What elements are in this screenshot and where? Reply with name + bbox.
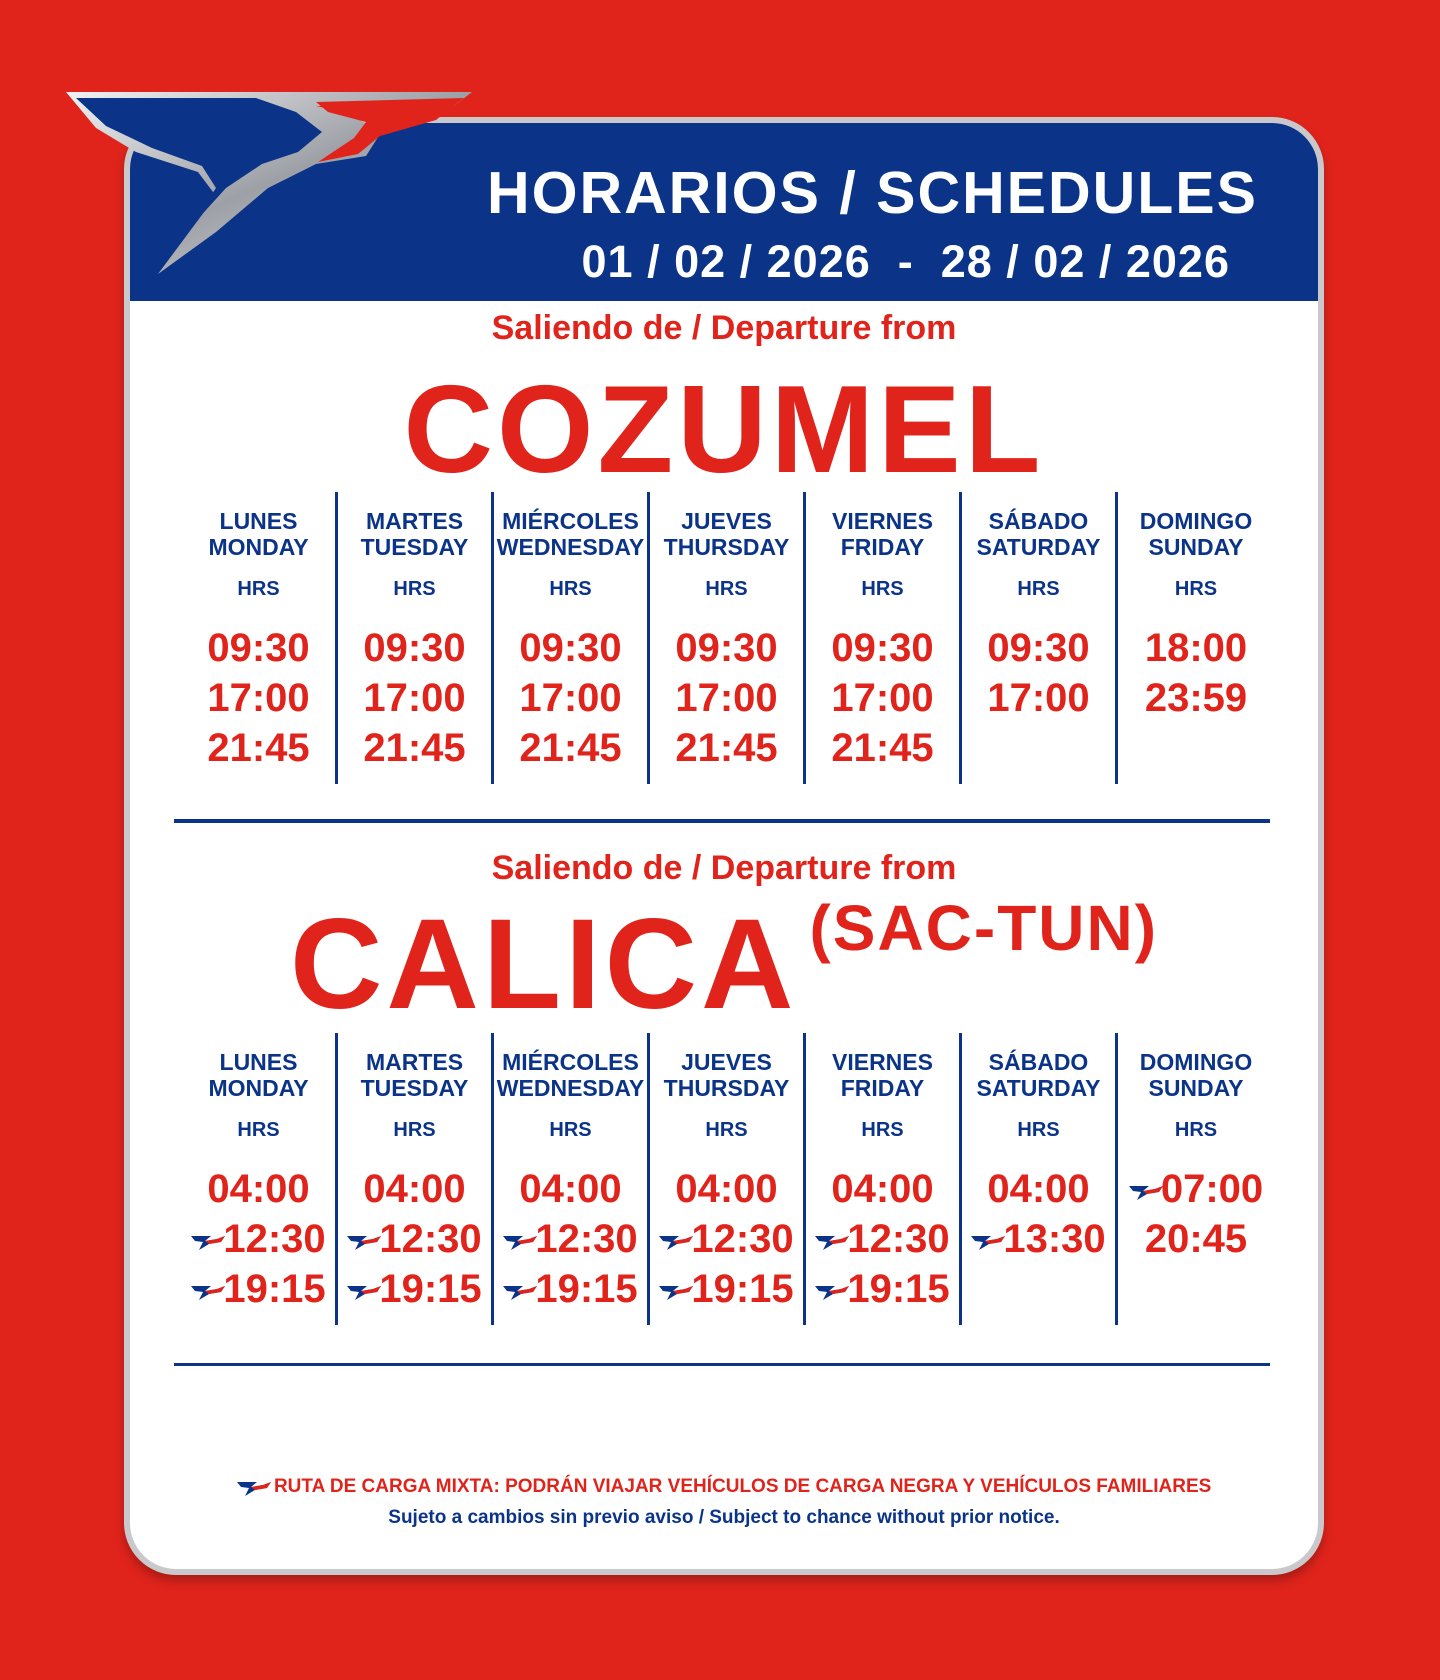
day-name-en: SATURDAY xyxy=(976,1075,1101,1101)
departure-time-value: 09:30 xyxy=(207,626,310,670)
day-name-en: WEDNESDAY xyxy=(496,1075,645,1101)
departure-time xyxy=(806,1214,959,1264)
company-logo xyxy=(66,92,506,292)
departure-time-value: 21:45 xyxy=(519,726,622,770)
day-column xyxy=(650,492,806,784)
departure-times xyxy=(182,623,335,773)
departure-time xyxy=(494,723,647,773)
day-name-en: TUESDAY xyxy=(360,1075,469,1101)
hrs-label: HRS xyxy=(393,578,436,600)
departure-time-value: 19:15 xyxy=(535,1267,638,1311)
departure-times xyxy=(182,1164,335,1314)
day-name-es: MIÉRCOLES xyxy=(502,508,639,534)
day-name xyxy=(806,1033,959,1101)
hrs-label: HRS xyxy=(705,1119,748,1141)
day-name xyxy=(182,1033,335,1101)
page-title: HORARIOS / SCHEDULES xyxy=(486,160,1258,226)
mixed-route-icon xyxy=(815,1232,849,1250)
day-name-es: SÁBADO xyxy=(988,508,1089,534)
departure-time xyxy=(338,723,491,773)
day-name xyxy=(494,1033,647,1101)
day-name xyxy=(494,492,647,560)
day-name xyxy=(650,492,803,560)
day-name-en: THURSDAY xyxy=(663,534,790,560)
day-name-es: JUEVES xyxy=(681,1049,772,1075)
hrs-label: HRS xyxy=(1017,1119,1060,1141)
departure-time xyxy=(338,1214,491,1264)
day-column xyxy=(494,492,650,784)
departure-time xyxy=(806,723,959,773)
departure-times xyxy=(962,623,1115,723)
day-name xyxy=(338,492,491,560)
departure-time-value: 17:00 xyxy=(519,676,622,720)
mixed-route-icon xyxy=(191,1282,225,1300)
departure-time xyxy=(182,1214,335,1264)
departure-times xyxy=(806,1164,959,1314)
departure-time-value: 12:30 xyxy=(379,1217,482,1261)
day-name-en: FRIDAY xyxy=(840,1075,925,1101)
departure-times xyxy=(962,1164,1115,1264)
departure-time xyxy=(182,723,335,773)
mixed-route-icon xyxy=(659,1282,693,1300)
departure-time xyxy=(338,1164,491,1214)
departure-time-value: 09:30 xyxy=(519,626,622,670)
day-column xyxy=(962,492,1118,784)
day-name-es: VIERNES xyxy=(832,508,933,534)
departure-times xyxy=(806,623,959,773)
mixed-route-icon xyxy=(659,1232,693,1250)
day-name xyxy=(338,1033,491,1101)
departure-time-value: 12:30 xyxy=(535,1217,638,1261)
day-column xyxy=(182,492,338,784)
departure-time-value: 12:30 xyxy=(847,1217,950,1261)
day-name xyxy=(182,492,335,560)
departure-times xyxy=(650,623,803,773)
departure-times xyxy=(1118,1164,1274,1264)
calica-city-name: CALICA xyxy=(289,893,798,1036)
departure-time xyxy=(806,1164,959,1214)
departure-time xyxy=(650,1214,803,1264)
calica-departure-label: Saliendo de / Departure from xyxy=(491,849,957,887)
departure-time-value: 21:45 xyxy=(831,726,934,770)
hrs-label: HRS xyxy=(705,578,748,600)
departure-time xyxy=(1118,673,1274,723)
mixed-route-icon xyxy=(815,1282,849,1300)
day-name-es: MARTES xyxy=(365,1049,464,1075)
footer-divider xyxy=(174,1363,1270,1366)
day-name-es: LUNES xyxy=(219,508,298,534)
day-name xyxy=(806,492,959,560)
departure-time-value: 19:15 xyxy=(379,1267,482,1311)
mixed-route-icon xyxy=(971,1232,1005,1250)
day-column xyxy=(182,1033,338,1325)
departure-time xyxy=(650,623,803,673)
day-name xyxy=(962,1033,1115,1101)
departure-time-value: 09:30 xyxy=(987,626,1090,670)
day-name xyxy=(962,492,1115,560)
day-name-es: MARTES xyxy=(365,508,464,534)
hrs-label: HRS xyxy=(861,578,904,600)
departure-time-value: 17:00 xyxy=(363,676,466,720)
cozumel-city-title: COZUMEL xyxy=(403,361,1045,499)
departure-times xyxy=(338,1164,491,1314)
departure-time xyxy=(962,1214,1115,1264)
departure-time-value: 19:15 xyxy=(691,1267,794,1311)
departure-times xyxy=(338,623,491,773)
day-name xyxy=(1118,1033,1274,1101)
departure-time xyxy=(182,1164,335,1214)
day-name-es: VIERNES xyxy=(832,1049,933,1075)
cozumel-departure-label: Saliendo de / Departure from xyxy=(491,309,957,347)
day-column xyxy=(1118,492,1274,784)
departure-time xyxy=(494,673,647,723)
hrs-label: HRS xyxy=(393,1119,436,1141)
departure-time xyxy=(962,1164,1115,1214)
departure-time xyxy=(494,1164,647,1214)
departure-time-value: 04:00 xyxy=(207,1167,310,1211)
mixed-route-icon xyxy=(503,1282,537,1300)
hrs-label: HRS xyxy=(1174,578,1218,600)
departure-time-value: 20:45 xyxy=(1144,1217,1248,1261)
departure-times xyxy=(650,1164,803,1314)
day-name-es: JUEVES xyxy=(681,508,772,534)
date-range: 01 / 02 / 2026 - 28 / 02 / 2026 xyxy=(581,236,1230,287)
mixed-route-icon xyxy=(1129,1182,1163,1200)
departure-time-value: 17:00 xyxy=(831,676,934,720)
departure-times xyxy=(1118,623,1274,723)
mixed-route-icon xyxy=(347,1282,381,1300)
day-name-en: FRIDAY xyxy=(840,534,925,560)
day-name-es: DOMINGO xyxy=(1139,508,1253,534)
schedule-card xyxy=(124,117,1324,1575)
departure-time-value: 07:00 xyxy=(1160,1167,1264,1211)
day-name-en: SUNDAY xyxy=(1148,1075,1244,1101)
hrs-label: HRS xyxy=(549,1119,592,1141)
day-column xyxy=(494,1033,650,1325)
calica-city-title xyxy=(130,891,1318,1038)
day-column xyxy=(962,1033,1118,1325)
departure-time xyxy=(338,1264,491,1314)
departure-time-value: 04:00 xyxy=(363,1167,466,1211)
day-column xyxy=(806,492,962,784)
departure-time-value: 19:15 xyxy=(223,1267,326,1311)
departure-time xyxy=(1118,1164,1274,1214)
departure-time-value: 18:00 xyxy=(1144,626,1248,670)
mixed-route-note xyxy=(130,1476,1318,1498)
day-name-es: DOMINGO xyxy=(1139,1049,1253,1075)
hrs-label: HRS xyxy=(237,578,280,600)
departure-time xyxy=(182,1264,335,1314)
day-name-es: SÁBADO xyxy=(988,1049,1089,1075)
departure-time-value: 04:00 xyxy=(987,1167,1090,1211)
hrs-label: HRS xyxy=(549,578,592,600)
day-column xyxy=(338,492,494,784)
departure-time-value: 21:45 xyxy=(363,726,466,770)
departure-time xyxy=(1118,1214,1274,1264)
day-name-es: MIÉRCOLES xyxy=(502,1049,639,1075)
hrs-label: HRS xyxy=(861,1119,904,1141)
departure-time-value: 09:30 xyxy=(363,626,466,670)
departure-time-value: 12:30 xyxy=(223,1217,326,1261)
departure-time xyxy=(650,673,803,723)
departure-time xyxy=(494,1264,647,1314)
departure-time-value: 04:00 xyxy=(519,1167,622,1211)
departure-time xyxy=(650,723,803,773)
mixed-route-icon xyxy=(237,1478,271,1496)
departure-time-value: 21:45 xyxy=(675,726,778,770)
departure-time xyxy=(806,1264,959,1314)
departure-time xyxy=(962,623,1115,673)
calica-schedule-grid xyxy=(182,1033,1274,1325)
departure-time xyxy=(1118,623,1274,673)
departure-time xyxy=(806,623,959,673)
departure-time-value: 09:30 xyxy=(675,626,778,670)
day-column xyxy=(806,1033,962,1325)
day-name-en: WEDNESDAY xyxy=(496,534,645,560)
day-column xyxy=(338,1033,494,1325)
departure-time xyxy=(650,1264,803,1314)
departure-time xyxy=(494,1214,647,1264)
departure-time-value: 19:15 xyxy=(847,1267,950,1311)
departure-time-value: 21:45 xyxy=(207,726,310,770)
departure-time-value: 13:30 xyxy=(1003,1217,1106,1261)
departure-time-value: 04:00 xyxy=(675,1167,778,1211)
departure-time xyxy=(806,673,959,723)
departure-time-value: 12:30 xyxy=(691,1217,794,1261)
mixed-route-icon xyxy=(503,1232,537,1250)
day-name xyxy=(1118,492,1274,560)
day-column xyxy=(650,1033,806,1325)
departure-time-value: 09:30 xyxy=(831,626,934,670)
departure-time xyxy=(182,623,335,673)
departure-time-value: 17:00 xyxy=(987,676,1090,720)
mixed-route-icon xyxy=(347,1232,381,1250)
departure-time xyxy=(338,623,491,673)
hrs-label: HRS xyxy=(237,1119,280,1141)
day-name-en: MONDAY xyxy=(208,1075,309,1101)
departure-time xyxy=(338,673,491,723)
day-name-en: SUNDAY xyxy=(1148,534,1244,560)
departure-time xyxy=(182,673,335,723)
departure-time xyxy=(494,623,647,673)
day-name xyxy=(650,1033,803,1101)
day-column xyxy=(1118,1033,1274,1325)
departure-times xyxy=(494,1164,647,1314)
calica-city-subtitle: (SAC-TUN) xyxy=(809,892,1159,964)
day-name-es: LUNES xyxy=(219,1049,298,1075)
day-name-en: THURSDAY xyxy=(663,1075,790,1101)
disclaimer: Sujeto a cambios sin previo aviso / Subject to chance without prior notice. xyxy=(388,1507,1060,1528)
departure-time xyxy=(650,1164,803,1214)
cozumel-schedule-grid xyxy=(182,492,1274,784)
departure-time-value: 17:00 xyxy=(675,676,778,720)
mixed-route-text: RUTA DE CARGA MIXTA: PODRÁN VIAJAR VEHÍCULOS DE CARGA NEGRA Y VEHÍCULOS FAMILIARES xyxy=(273,1476,1212,1497)
day-name-en: SATURDAY xyxy=(976,534,1101,560)
hrs-label: HRS xyxy=(1174,1119,1218,1141)
departure-times xyxy=(494,623,647,773)
day-name-en: MONDAY xyxy=(208,534,309,560)
hrs-label: HRS xyxy=(1017,578,1060,600)
mixed-route-icon xyxy=(191,1232,225,1250)
departure-time xyxy=(962,673,1115,723)
departure-time-value: 17:00 xyxy=(207,676,310,720)
departure-time-value: 23:59 xyxy=(1144,676,1248,720)
departure-time-value: 04:00 xyxy=(831,1167,934,1211)
section-divider xyxy=(174,819,1270,823)
day-name-en: TUESDAY xyxy=(360,534,469,560)
